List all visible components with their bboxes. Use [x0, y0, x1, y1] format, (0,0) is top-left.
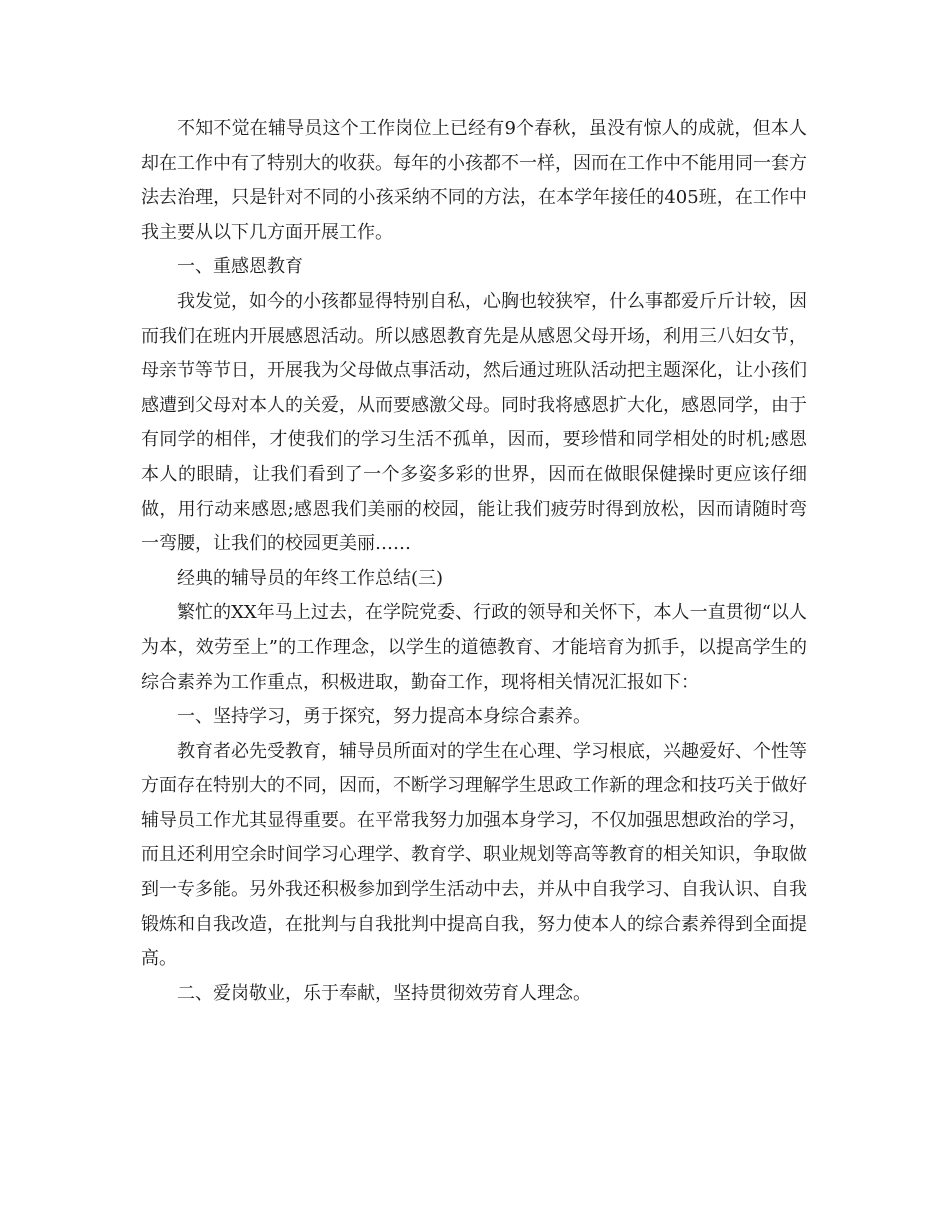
- paragraph-summary-intro: 繁忙的XX年马上过去，在学院党委、行政的领导和关怀下，本人一直贯彻“以人为本，效劳至上”的工作理念，以学生的道德教育、才能培育为抓手，以提高学生的综合素养为工作重点，积极进取，勤奋工作，现将相关情况汇报如下：: [141, 602, 807, 693]
- section-heading-dedication: 二、爱岗敬业，乐于奉献，坚持贯彻效劳育人理念。: [177, 982, 591, 1004]
- paragraph-intro: 不知不觉在辅导员这个工作岗位上已经有9个春秋，虽没有惊人的成就，但本人却在工作中有了特别大的收获。每年的小孩都不一样，因而在工作中不能用同一套方法去治理，只是针对不同的小孩采纳不同的方法，在本学年接任的405班，在工作中我主要从以下几方面开展工作。: [141, 118, 807, 243]
- section-heading-study: 一、坚持学习，勇于探究，努力提高本身综合素养。: [177, 706, 591, 728]
- paragraph-gratitude: 我发觉，如今的小孩都显得特别自私，心胸也较狭窄，什么事都爱斤斤计较，因而我们在班内开展感恩活动。所以感恩教育先是从感恩父母开场，利用三八妇女节，母亲节等节日，开展我为父母做点事活动，然后通过班队活动把主题深化，让小孩们感遭到父母对本人的关爱，从而要感激父母。同时我将感恩扩大化，感恩同学，由于有同学的相伴，才使我们的学习生活不孤单，因而，要珍惜和同学相处的时机;感恩本人的眼睛，让我们看到了一个多姿多彩的世界，因而在做眼保健操时更应该仔细做，用行动来感恩;感恩我们美丽的校园，能让我们疲劳时得到放松，因而请随时弯一弯腰，让我们的校园更美丽……: [141, 290, 807, 555]
- article-title-three: 经典的辅导员的年终工作总结(三): [177, 567, 444, 589]
- section-heading-gratitude: 一、重感恩教育: [177, 256, 303, 278]
- document-body: [141, 112, 807, 1011]
- paragraph-study: 教育者必先受教育，辅导员所面对的学生在心理、学习根底，兴趣爱好、个性等方面存在特别大的不同，因而，不断学习理解学生思政工作新的理念和技巧关于做好辅导员工作尤其显得重要。在平常我努力加强本身学习，不仅加强思想政治的学习，而且还利用空余时间学习心理学、教育学、职业规划等高等教育的相关知识，争取做到一专多能。另外我还积极参加到学生活动中去，并从中自我学习、自我认识、自我锻炼和自我改造，在批判与自我批判中提高自我，努力使本人的综合素养得到全面提高。: [141, 740, 807, 970]
